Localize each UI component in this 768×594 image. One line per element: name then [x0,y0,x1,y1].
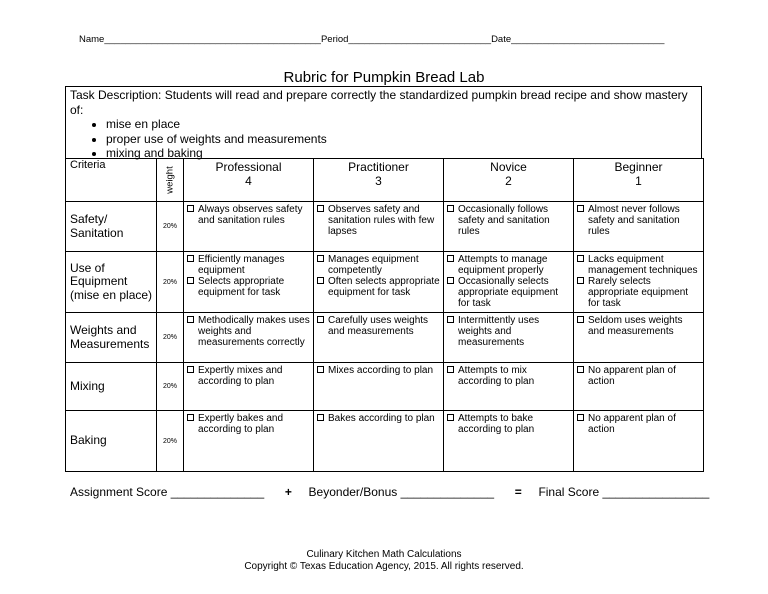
rubric-cell-professional [184,252,314,313]
rubric-descriptor [576,204,701,237]
rubric-cell-novice [444,363,574,411]
rubric-cell-beginner [574,313,704,363]
rubric-cell-professional [184,411,314,472]
rubric-cell-novice [444,411,574,472]
checkbox[interactable] [447,366,454,373]
rubric-descriptor [186,276,311,298]
rubric-cell-practitioner [314,252,444,313]
rubric-descriptor [446,254,571,276]
rubric-descriptor [576,276,701,309]
credit-title: Culinary Kitchen Math Calculations [306,549,462,560]
rubric-cell-professional [184,202,314,252]
rubric-cell-beginner [574,411,704,472]
descriptor-text: Almost never follows safety and sanitation rules [588,204,680,237]
rubric-row [66,363,704,411]
rubric-descriptor [186,204,311,226]
checkbox[interactable] [187,255,194,262]
descriptor-text: Attempts to mix according to plan [458,365,535,387]
criterion-weight: 20% [157,252,184,313]
copyright-line: Copyright © Texas Education Agency, 2015. All rights reserved. [244,560,524,572]
descriptor-text: Often selects appropriate equipment for task [328,276,440,298]
rubric-cell-novice [444,313,574,363]
rubric-table [65,158,704,472]
checkbox[interactable] [317,366,324,373]
mastery-item: • proper use of weights and measurements [106,132,697,147]
descriptor-text: Always observes safety and sanitation rules [198,204,303,226]
rubric-descriptor [186,413,311,435]
descriptor-text: Lacks equipment management techniques [588,254,698,276]
copyright-footer [0,549,768,572]
equals-sign: = [514,485,522,499]
checkbox[interactable] [317,205,324,212]
descriptor-text: Seldom uses weights and measurements [588,315,683,337]
checkbox[interactable] [577,414,584,421]
descriptor-text: Observes safety and sanitation rules with few lapses [328,204,435,237]
descriptor-text: No apparent plan of action [588,413,676,435]
rubric-cell-practitioner [314,363,444,411]
rubric-descriptor [316,365,441,376]
rubric-descriptor [446,204,571,237]
rubric-descriptor [446,276,571,309]
checkbox[interactable] [317,414,324,421]
rubric-cell-professional [184,363,314,411]
checkbox[interactable] [577,316,584,323]
rubric-descriptor [576,413,701,435]
criterion-label: Safety/ Sanitation [66,202,157,252]
level-header-professional: Professional 4 [184,159,314,202]
criterion-label: Mixing [66,363,157,411]
rubric-descriptor [446,413,571,435]
rubric-body [66,202,704,472]
rubric-cell-practitioner [314,411,444,472]
rubric-cell-beginner [574,202,704,252]
rubric-row [66,202,704,252]
weight-header: weight [157,159,184,202]
rubric-descriptor [446,315,571,348]
task-description-intro: Task Description: Students will read and prepare correctly the standardized pumpkin bread recipe and show mastery of: [70,88,688,117]
descriptor-text: Methodically makes uses weights and measurements correctly [198,315,310,348]
rubric-descriptor [316,204,441,237]
checkbox[interactable] [447,414,454,421]
mastery-list [70,117,697,161]
checkbox[interactable] [447,205,454,212]
criterion-weight: 20% [157,363,184,411]
bonus-score-field[interactable]: Beyonder/Bonus ______________ [308,485,495,499]
descriptor-text: Bakes according to plan [328,413,435,424]
criterion-weight: 20% [157,202,184,252]
score-summary [70,485,709,499]
descriptor-text: Selects appropriate equipment for task [198,276,285,298]
checkbox[interactable] [187,205,194,212]
rubric-descriptor [446,365,571,387]
rubric-descriptor [576,365,701,387]
rubric-descriptor [186,365,311,387]
rubric-descriptor [316,254,441,276]
criterion-label: Use of Equipment (mise en place) [66,252,157,313]
plus-sign: + [284,485,292,499]
final-score-field[interactable]: Final Score ________________ [538,485,710,499]
criteria-header: Criteria [66,159,157,202]
checkbox[interactable] [187,366,194,373]
descriptor-text: Efficiently manages equipment [198,254,285,276]
rubric-cell-practitioner [314,202,444,252]
descriptor-text: Occasionally selects appropriate equipment for task [458,276,559,309]
descriptor-text: Occasionally follows safety and sanitation rules [458,204,550,237]
rubric-cell-professional [184,313,314,363]
rubric-descriptor [186,254,311,276]
checkbox[interactable] [317,316,324,323]
rubric-descriptor [186,315,311,348]
descriptor-text: Attempts to manage equipment properly [458,254,548,276]
rubric-cell-novice [444,252,574,313]
descriptor-text: Expertly mixes and according to plan [198,365,283,387]
rubric-descriptor [316,413,441,424]
task-description [65,86,702,158]
checkbox[interactable] [577,205,584,212]
level-header-beginner: Beginner 1 [574,159,704,202]
descriptor-text: Manages equipment competently [328,254,419,276]
checkbox[interactable] [187,316,194,323]
rubric-descriptor [576,315,701,337]
descriptor-text: Expertly bakes and according to plan [198,413,284,435]
checkbox[interactable] [447,316,454,323]
descriptor-text: No apparent plan of action [588,365,676,387]
rubric-descriptor [576,254,701,276]
checkbox[interactable] [187,414,194,421]
mastery-item: • mise en place [106,117,697,132]
descriptor-text: Intermittently uses weights and measurements [458,315,540,348]
checkbox[interactable] [317,277,324,284]
criterion-label: Baking [66,411,157,472]
rubric-descriptor [316,315,441,337]
descriptor-text: Mixes according to plan [328,365,434,376]
rubric-cell-practitioner [314,313,444,363]
criterion-weight: 20% [157,313,184,363]
rubric-cell-novice [444,202,574,252]
page-title: Rubric for Pumpkin Bread Lab [283,69,485,86]
mastery-item: • mixing and baking [106,146,697,161]
criterion-label: Weights and Measurements [66,313,157,363]
checkbox[interactable] [577,366,584,373]
rubric-cell-beginner [574,363,704,411]
checkbox[interactable] [447,277,454,284]
rubric-descriptor [316,276,441,298]
rubric-row [66,252,704,313]
descriptor-text: Carefully uses weights and measurements [328,315,429,337]
rubric-cell-beginner [574,252,704,313]
criterion-weight: 20% [157,411,184,472]
checkbox[interactable] [317,255,324,262]
checkbox[interactable] [577,277,584,284]
student-info-line: Name_________________________________________Period___________________________Date_____________________________ [79,34,665,45]
checkbox[interactable] [577,255,584,262]
checkbox[interactable] [187,277,194,284]
checkbox[interactable] [447,255,454,262]
rubric-row [66,411,704,472]
rubric-header-row [66,159,704,202]
level-header-practitioner: Practitioner 3 [314,159,444,202]
descriptor-text: Rarely selects appropriate equipment for task [588,276,689,309]
level-header-novice: Novice 2 [444,159,574,202]
rubric-row [66,313,704,363]
descriptor-text: Attempts to bake according to plan [458,413,535,435]
assignment-score-field[interactable]: Assignment Score ______________ [70,485,265,499]
